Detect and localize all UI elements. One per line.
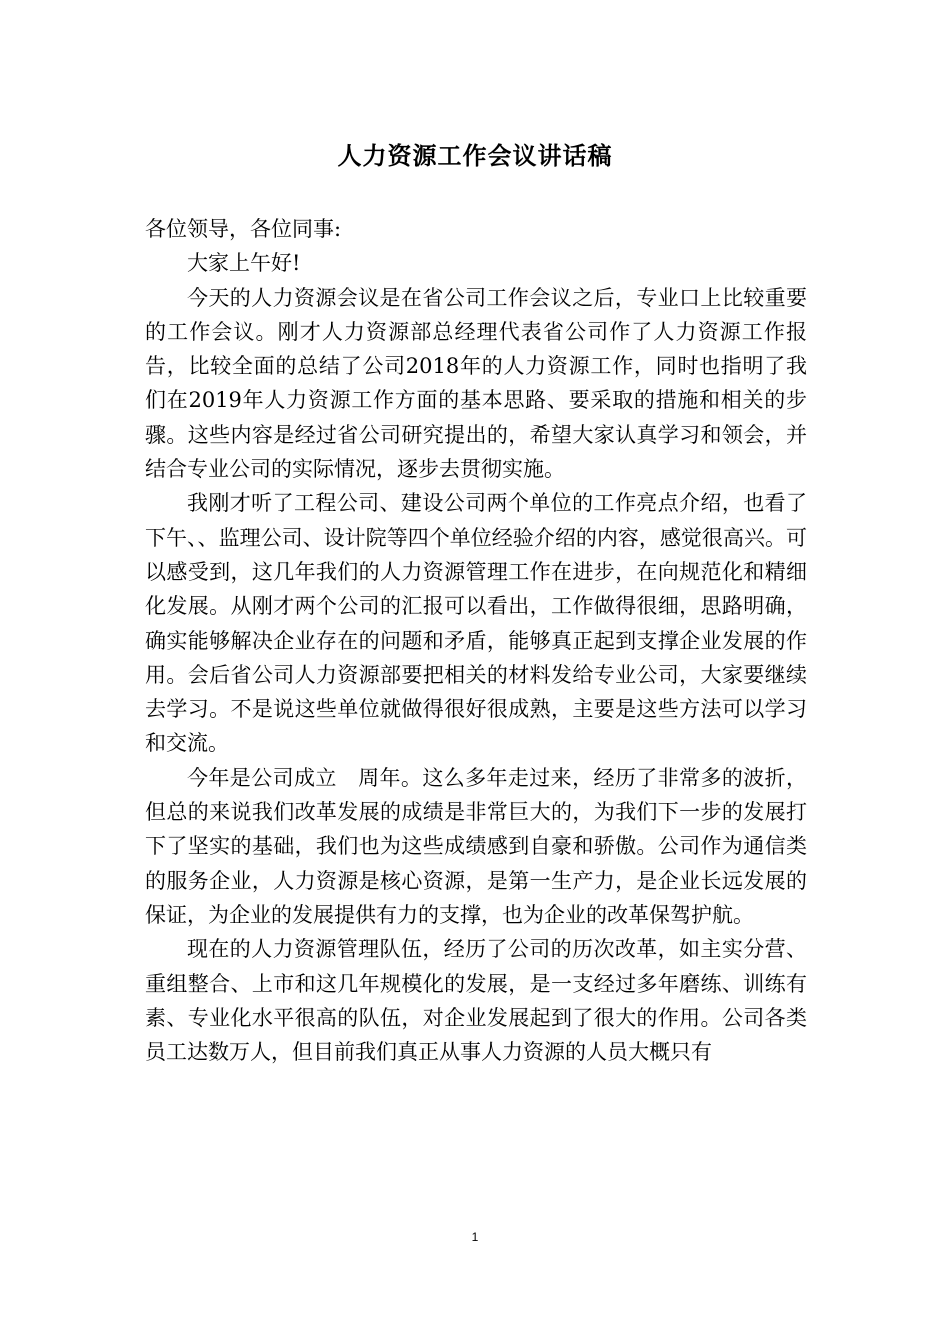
page-number: 1 xyxy=(471,1230,479,1244)
document-title: 人力资源工作会议讲话稿 xyxy=(337,141,613,170)
paragraph: 今年是公司成立 周年。这么多年走过来，经历了非常多的波折，但总的来说我们改革发展的成绩是非常巨大的，为我们下一步的发展打下了坚实的基础，我们也为这些成绩感到自豪和骄傲。公司作为通信类的服务企业，人力资源是核心资源，是第一生产力，是企业长远发展的保证，为企业的发展提供有力的支撑，也为企业的改革保驾护航。 xyxy=(145,765,807,927)
document-body xyxy=(145,212,807,1069)
paragraph: 现在的人力资源管理队伍，经历了公司的历次改革，如主实分营、重组整合、上市和这几年规模化的发展，是一支经过多年磨练、训练有素、专业化水平很高的队伍，对企业发展起到了很大的作用。公司各类员工达数万人，但目前我们真正从事人力资源的人员大概只有 xyxy=(145,937,807,1065)
salutation: 各位领导，各位同事: xyxy=(145,217,342,241)
paragraph-greeting: 大家上午好! xyxy=(187,251,301,276)
paragraph: 我刚才听了工程公司、建设公司两个单位的工作亮点介绍，也看了下午、、监理公司、设计院等四个单位经验介绍的内容，感觉很高兴。可以感受到，这几年我们的人力资源管理工作在进步，在向规范化和精细化发展。从刚才两个公司的汇报可以看出，工作做得很细，思路明确，确实能够解决企业存在的问题和矛盾，能够真正起到支撑企业发展的作用。会后省公司人力资源部要把相关的材料发给专业公司，大家要继续去学习。不是说这些单位就做得很好很成熟，主要是这些方法可以学习和交流。 xyxy=(145,491,807,756)
paragraph: 今天的人力资源会议是在省公司工作会议之后，专业口上比较重要的工作会议。刚才人力资源部总经理代表省公司作了人力资源工作报告，比较全面的总结了公司2018年的人力资源工作，同时也指明了我们在2019年人力资源工作方面的基本思路、要采取的措施和相关的步骤。这些内容是经过省公司研究提出的，希望大家认真学习和领会，并结合专业公司的实际情况，逐步去贯彻实施。 xyxy=(145,285,807,482)
